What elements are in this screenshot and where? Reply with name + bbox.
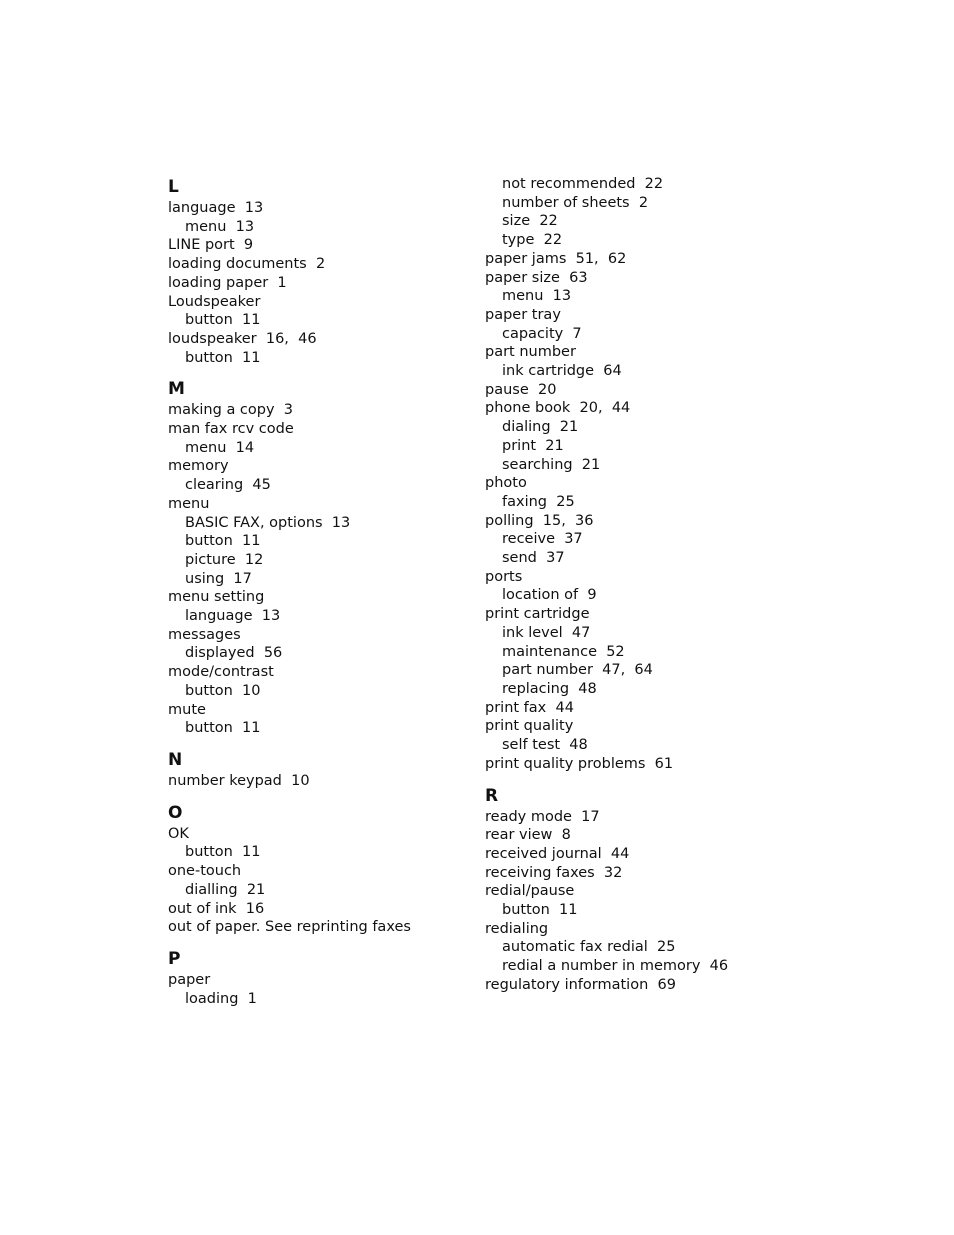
index-entry: menu (168, 495, 210, 512)
index-subentry: automatic fax redial 25 (502, 939, 676, 956)
index-entry: making a copy 3 (168, 402, 294, 419)
index-entry: print quality (485, 718, 574, 735)
index-section (168, 748, 468, 791)
index-entry: mute (168, 701, 206, 718)
index-subentry: button 11 (185, 844, 261, 861)
index-section (168, 947, 468, 1008)
index-subentry: button 11 (185, 312, 261, 329)
index-subentry: menu 13 (502, 288, 572, 305)
index-subentry: dialling 21 (185, 881, 266, 898)
index-section (168, 175, 468, 367)
index-subentry: size 22 (502, 213, 558, 230)
index-entry: receiving faxes 32 (485, 864, 623, 881)
index-column-left (168, 175, 468, 1018)
index-column-right (485, 175, 805, 1005)
index-subentry: faxing 25 (502, 493, 575, 510)
index-subentry: location of 9 (502, 587, 597, 604)
index-subentry: redial a number in memory 46 (502, 958, 729, 975)
index-entry: paper tray (485, 306, 561, 323)
index-entry: photo (485, 475, 527, 492)
index-subentry: send 37 (502, 550, 565, 567)
index-entry: print fax 44 (485, 699, 574, 716)
index-entry: regulatory information 69 (485, 976, 676, 993)
section-letter-heading: N (168, 749, 183, 770)
index-subentry: button 11 (502, 902, 578, 919)
index-entry: ports (485, 568, 523, 585)
index-entry: man fax rcv code (168, 421, 294, 438)
index-subentry: menu 13 (185, 218, 255, 235)
index-entry: redialing (485, 920, 549, 937)
index-subentry: menu 14 (185, 439, 255, 456)
index-entry: number keypad 10 (168, 772, 310, 789)
section-letter-heading: P (168, 948, 181, 969)
index-section (485, 784, 805, 995)
index-entry: loudspeaker 16, 46 (168, 330, 317, 347)
index-subentry: language 13 (185, 608, 281, 625)
index-subentry: maintenance 52 (502, 643, 625, 660)
index-subentry: button 11 (185, 349, 261, 366)
section-letter-heading: O (168, 802, 183, 823)
index-subentry: button 11 (185, 720, 261, 737)
section-letter-heading: R (485, 785, 499, 806)
index-subentry: displayed 56 (185, 645, 283, 662)
index-entry: Loudspeaker (168, 293, 261, 310)
index-entry: received journal 44 (485, 845, 630, 862)
index-subentry: button 10 (185, 682, 261, 699)
index-entry: paper (168, 971, 211, 988)
index-entry: messages (168, 626, 241, 643)
index-section (168, 801, 468, 937)
index-subentry: self test 48 (502, 737, 588, 754)
index-subentry: receive 37 (502, 531, 583, 548)
section-letter-heading: L (168, 177, 179, 197)
index-section (485, 175, 805, 774)
index-entry: paper size 63 (485, 269, 588, 286)
index-entry: ready mode 17 (485, 808, 600, 825)
index-entry: memory (168, 458, 229, 475)
index-entry: out of ink 16 (168, 900, 265, 917)
section-letter-heading: M (168, 379, 185, 400)
index-entry: OK (168, 825, 189, 842)
index-entry: print cartridge (485, 606, 590, 623)
index-subentry: replacing 48 (502, 680, 597, 697)
index-subentry: picture 12 (185, 551, 264, 568)
index-entry: loading documents 2 (168, 256, 326, 273)
index-entry: redial/pause (485, 883, 575, 900)
index-entry: mode/contrast (168, 664, 274, 681)
index-entry: polling 15, 36 (485, 512, 594, 529)
index-subentry: searching 21 (502, 456, 601, 473)
index-subentry: part number 47, 64 (502, 662, 653, 679)
index-entry: pause 20 (485, 381, 557, 398)
index-subentry: capacity 7 (502, 325, 582, 342)
index-subentry: loading 1 (185, 990, 257, 1007)
index-subentry: using 17 (185, 570, 252, 587)
index-subentry: ink level 47 (502, 624, 591, 641)
index-entry: paper jams 51, 62 (485, 250, 627, 267)
index-entry: phone book 20, 44 (485, 400, 631, 417)
index-subentry: button 11 (185, 533, 261, 550)
index-section (168, 377, 468, 738)
index-entry: loading paper 1 (168, 274, 287, 291)
index-entry: language 13 (168, 200, 264, 216)
index-entry: part number (485, 344, 576, 361)
index-subentry: print 21 (502, 437, 564, 454)
index-entry: one-touch (168, 863, 242, 880)
index-entry: menu setting (168, 589, 265, 606)
index-subentry: number of sheets 2 (502, 194, 649, 211)
index-subentry: clearing 45 (185, 477, 271, 494)
index-subentry: dialing 21 (502, 419, 579, 436)
index-subentry: ink cartridge 64 (502, 363, 622, 380)
index-entry: LINE port 9 (168, 237, 254, 254)
index-subentry: not recommended 22 (502, 176, 664, 192)
index-entry: rear view 8 (485, 827, 571, 844)
index-entry: out of paper. See reprinting faxes (168, 919, 411, 936)
index-subentry: type 22 (502, 232, 563, 249)
index-subentry: BASIC FAX, options 13 (185, 514, 351, 531)
index-entry: print quality problems 61 (485, 755, 674, 772)
